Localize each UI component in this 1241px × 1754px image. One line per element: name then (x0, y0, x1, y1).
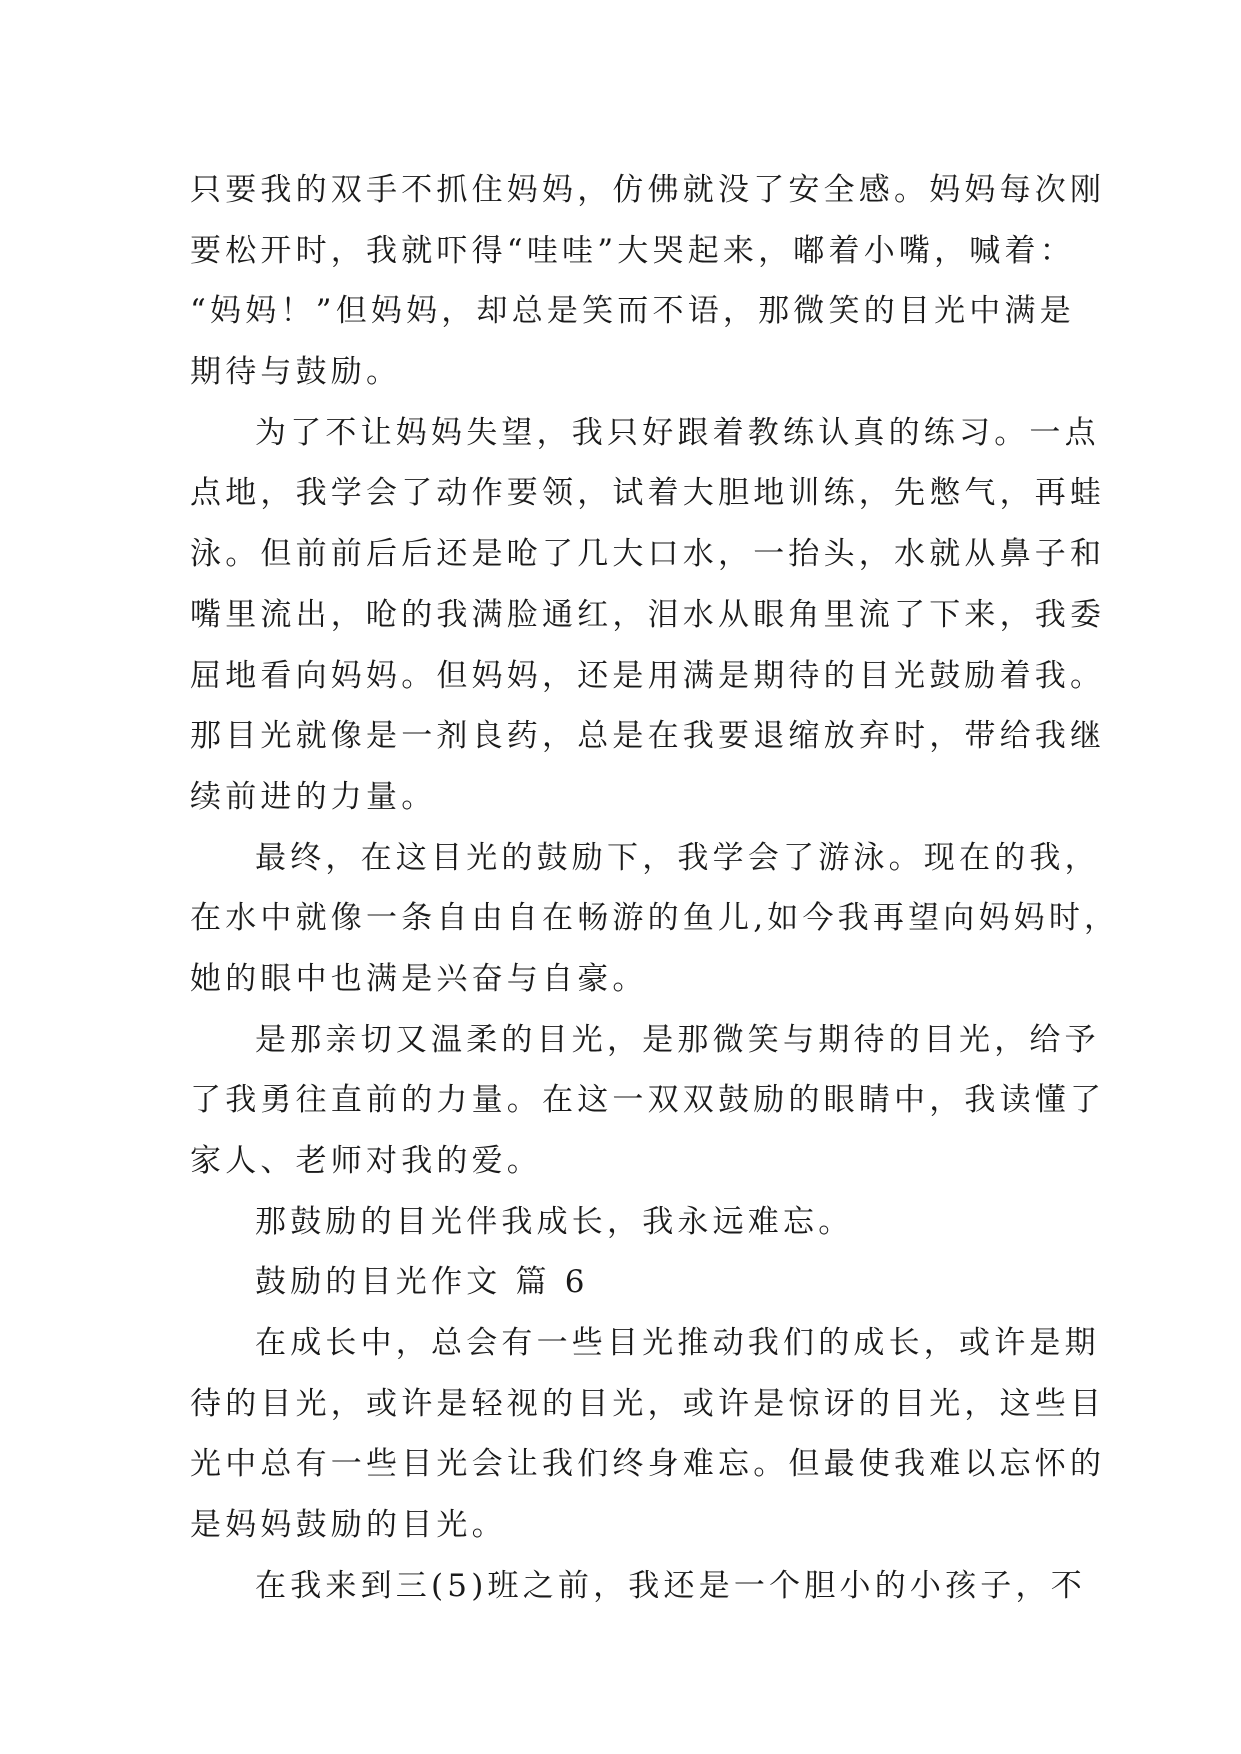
paragraph-start-line: 为了不让妈妈失望，我只好跟着教练认真的练习。一点 (255, 414, 1100, 451)
text-line: 续前进的力量。 (190, 778, 437, 815)
text-line: 光中总有一些目光会让我们终身难忘。但最使我难以忘怀的 (190, 1446, 1106, 1483)
text-line: 家人、老师对我的爱。 (190, 1143, 542, 1179)
text-line: 屈地看向妈妈。但妈妈，还是用满是期待的目光鼓励着我。 (190, 657, 1106, 694)
text-line: 待的目光，或许是轻视的目光，或许是惊讶的目光，这些目 (190, 1385, 1106, 1422)
essay-text (190, 160, 1120, 1617)
text-line: 了我勇往直前的力量。在这一双双鼓励的眼睛中，我读懂了 (190, 1082, 1106, 1119)
text-line: 那目光就像是一剂良药，总是在我要退缩放弃时，带给我继 (190, 718, 1106, 755)
text-line: 泳。但前前后后还是呛了几大口水，一抬头，水就从鼻子和 (190, 536, 1106, 573)
text-line: “妈妈！”但妈妈，却总是笑而不语，那微笑的目光中满是 (190, 293, 1075, 330)
text-line: 要松开时，我就吓得“哇哇”大哭起来，嘟着小嘴，喊着： (190, 232, 1075, 269)
text-line: 她的眼中也满是兴奋与自豪。 (190, 960, 648, 997)
paragraph-start-line: 是那亲切又温柔的目光，是那微笑与期待的目光，给予 (255, 1021, 1100, 1058)
text-line: 是妈妈鼓励的目光。 (190, 1507, 507, 1544)
paragraph-start-line: 在我来到三(5)班之前，我还是一个胆小的小孩子，不 (255, 1567, 1086, 1604)
paragraph-start-line: 在成长中，总会有一些目光推动我们的成长，或许是期 (255, 1325, 1100, 1362)
text-line: 期待与鼓励。 (190, 354, 402, 391)
text-line: 点地，我学会了动作要领，试着大胆地训练，先憋气，再蛙 (190, 475, 1106, 512)
paragraph-start-line: 最终，在这目光的鼓励下，我学会了游泳。现在的我， (255, 839, 1100, 876)
text-line: 只要我的双手不抓住妈妈，仿佛就没了安全感。妈妈每次刚 (190, 172, 1106, 208)
text-line: 嘴里流出，呛的我满脸通红，泪水从眼角里流了下来，我委 (190, 596, 1106, 633)
section-heading: 鼓励的目光作文 篇 6 (255, 1264, 589, 1301)
text-line: 在水中就像一条自由自在畅游的鱼儿,如今我再望向妈妈时， (190, 900, 1120, 937)
paragraph-start-line: 那鼓励的目光伴我成长，我永远难忘。 (255, 1203, 854, 1240)
